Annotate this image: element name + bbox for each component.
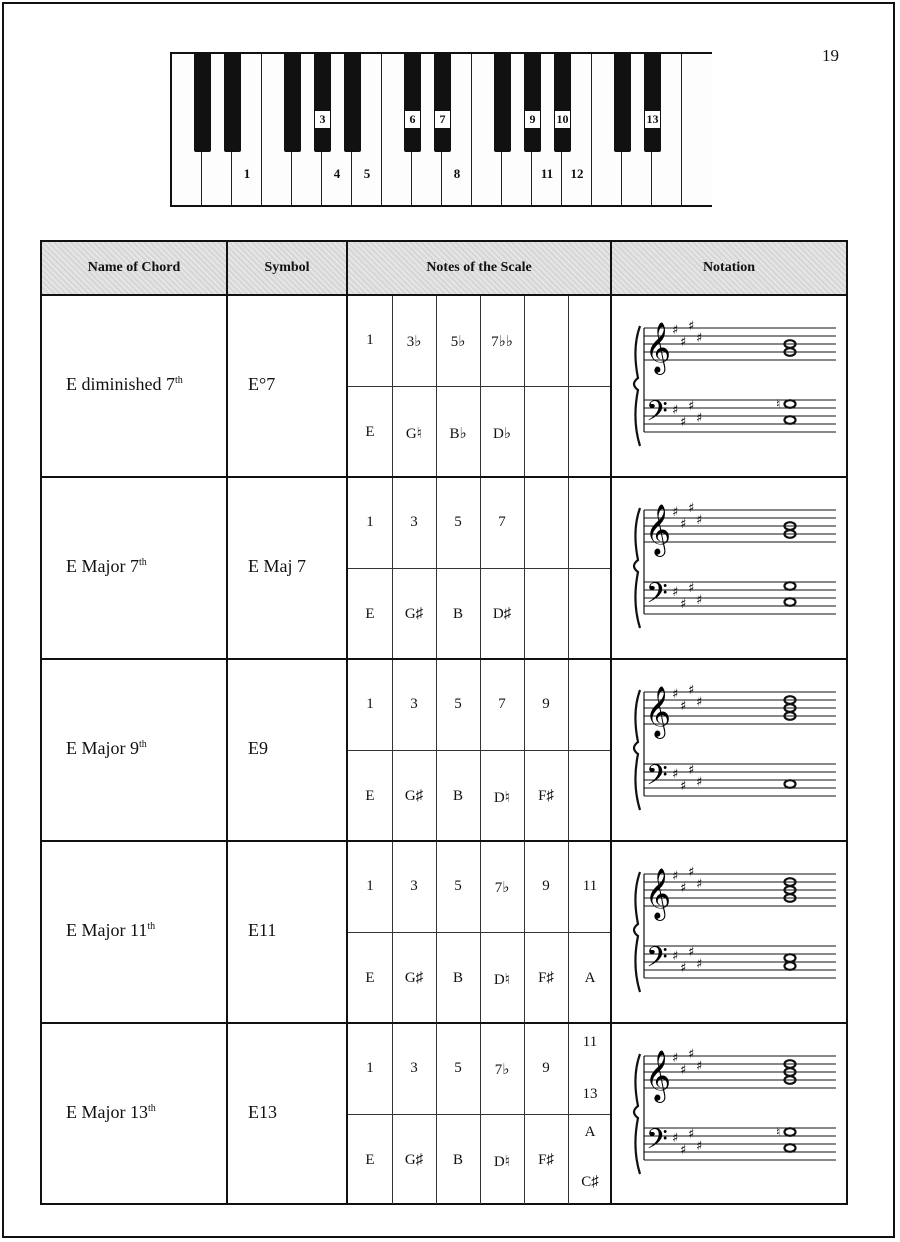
header-name-of-chord: Name of Chord	[87, 260, 181, 275]
scale-degree: 9	[542, 696, 550, 712]
bass-clef: 𝄢	[646, 577, 668, 617]
chord-symbol: E9	[248, 738, 268, 758]
scale-note: E	[365, 970, 375, 986]
chord-note	[785, 1128, 796, 1136]
scale-degree: 3♭	[406, 334, 422, 350]
chord-name-text: E Major 13	[66, 1102, 148, 1122]
key-signature-sharp: ♯	[688, 683, 695, 698]
key-signature-sharp: ♯	[688, 763, 695, 778]
scale-degree: 13	[582, 1086, 598, 1102]
scale-degree: 3	[410, 696, 418, 712]
scale-note: D♮	[493, 972, 511, 988]
scale-degree: 5♭	[450, 334, 466, 350]
scale-degree: 7♭	[494, 880, 510, 896]
white-key-label: 1	[243, 166, 251, 181]
note-row-divider	[348, 932, 610, 933]
key-signature-sharp: ♯	[696, 877, 703, 892]
chord-symbol: E11	[248, 920, 277, 940]
black-key-label: 6	[405, 111, 420, 128]
scale-degree: 5	[454, 514, 462, 530]
row-divider	[42, 1022, 846, 1024]
key-signature-sharp: ♯	[680, 517, 687, 532]
grand-staff-notation	[630, 490, 850, 650]
scale-note: G♯	[404, 788, 424, 804]
white-key-label: 5	[363, 166, 371, 181]
key-signature-sharp: ♯	[672, 687, 679, 702]
black-key	[284, 54, 301, 152]
chord-symbol: E°7	[248, 374, 276, 394]
scale-note: E	[365, 788, 375, 804]
column-divider	[610, 242, 612, 1203]
scale-note: A	[584, 970, 596, 986]
chord-name-text: E Major 11	[66, 920, 148, 940]
scale-degree: 11	[582, 878, 598, 894]
chord-name-suffix: th	[147, 1103, 156, 1114]
scale-note: E	[365, 424, 375, 440]
row-divider	[42, 840, 846, 842]
chord-note	[785, 780, 796, 788]
treble-clef: 𝄞	[645, 1050, 672, 1101]
key-signature-sharp: ♯	[680, 779, 687, 794]
scale-note: E	[365, 606, 375, 622]
grand-staff-notation	[630, 854, 850, 1014]
key-signature-sharp: ♯	[696, 411, 703, 426]
key-signature-sharp: ♯	[672, 585, 679, 600]
table-header	[42, 242, 846, 296]
scale-degree: 3	[410, 878, 418, 894]
bass-clef: 𝄢	[646, 759, 668, 799]
key-signature-sharp: ♯	[688, 319, 695, 334]
chord-name-text: E Major 7	[66, 556, 139, 576]
brace	[634, 872, 640, 992]
scale-degree: 7♭♭	[491, 334, 513, 350]
scale-degree: 5	[454, 696, 462, 712]
note-row-divider	[348, 386, 610, 387]
black-key	[554, 54, 571, 152]
header-symbol: Symbol	[264, 260, 310, 275]
scale-note: D♯	[492, 606, 512, 622]
key-signature-sharp: ♯	[672, 323, 679, 338]
key-signature-sharp: ♯	[696, 957, 703, 972]
brace	[634, 508, 640, 628]
scale-note: A	[584, 1124, 596, 1140]
black-key	[404, 54, 421, 152]
key-signature-sharp: ♯	[696, 593, 703, 608]
scale-degree: 3	[410, 1060, 418, 1076]
key-signature-sharp: ♯	[696, 1059, 703, 1074]
bass-clef: 𝄢	[646, 1123, 668, 1163]
scale-note: C♯	[581, 1174, 599, 1190]
scale-note: B	[452, 970, 463, 986]
chord-name-suffix: th	[138, 557, 147, 568]
grand-staff-notation	[630, 308, 850, 468]
scale-note: B	[452, 788, 463, 804]
scale-note: B♭	[449, 426, 467, 442]
scale-note: F♯	[538, 970, 554, 986]
scale-degree: 1	[366, 514, 374, 530]
scale-note: E	[365, 1152, 375, 1168]
note-row-divider	[348, 750, 610, 751]
chord-name	[66, 374, 183, 395]
key-signature-sharp: ♯	[680, 881, 687, 896]
key-signature-sharp: ♯	[696, 331, 703, 346]
chord-name-text: E Major 9	[66, 738, 139, 758]
key-signature-sharp: ♯	[696, 775, 703, 790]
chord-note	[785, 582, 796, 590]
key-signature-sharp: ♯	[672, 767, 679, 782]
white-key-label: 8	[453, 166, 461, 181]
chord-note	[785, 598, 796, 606]
black-key	[224, 54, 241, 152]
black-key-label: 13	[646, 112, 659, 126]
key-signature-sharp: ♯	[672, 1051, 679, 1066]
white-key	[682, 54, 712, 205]
scale-degree: 1	[366, 332, 374, 348]
black-key-label: 3	[315, 111, 330, 128]
scale-note: B	[452, 606, 463, 622]
chord-name-text: E diminished 7	[66, 374, 175, 394]
key-signature-sharp: ♯	[680, 415, 687, 430]
scale-degree: 9	[542, 878, 550, 894]
accidental: ♮	[776, 1125, 781, 1139]
chord-name	[66, 1102, 156, 1123]
treble-clef: 𝄞	[645, 504, 672, 555]
black-key	[524, 54, 541, 152]
chord-note	[785, 962, 796, 970]
scale-degree: 1	[366, 878, 374, 894]
black-key	[494, 54, 511, 152]
black-key-label: 7	[435, 111, 450, 128]
chord-symbol: E13	[248, 1102, 277, 1122]
grand-staff-notation	[630, 1036, 850, 1196]
key-signature-sharp: ♯	[688, 865, 695, 880]
black-key-label: 10	[556, 112, 569, 126]
key-signature-sharp: ♯	[680, 961, 687, 976]
chord-note	[785, 416, 796, 424]
scale-degree: 3	[410, 514, 418, 530]
header-notation: Notation	[702, 260, 756, 275]
header-notes-of-scale: Notes of the Scale	[426, 260, 532, 275]
scale-note: F♯	[538, 788, 554, 804]
scale-note: D♮	[493, 790, 511, 806]
black-key	[314, 54, 331, 152]
chord-note	[785, 400, 796, 408]
scale-degree: 1	[366, 696, 374, 712]
key-signature-sharp: ♯	[680, 335, 687, 350]
black-key	[644, 54, 661, 152]
key-signature-sharp: ♯	[680, 597, 687, 612]
chord-note	[785, 954, 796, 962]
column-divider	[226, 242, 228, 1203]
black-key	[434, 54, 451, 152]
brace	[634, 1054, 640, 1174]
white-key-label: 4	[333, 166, 341, 181]
scale-degree: 5	[454, 878, 462, 894]
treble-clef: 𝄞	[645, 686, 672, 737]
note-row-divider	[348, 568, 610, 569]
key-signature-sharp: ♯	[672, 1131, 679, 1146]
brace	[634, 690, 640, 810]
white-key-label: 11	[540, 166, 554, 181]
chord-name	[66, 556, 147, 577]
key-signature-sharp: ♯	[696, 695, 703, 710]
page-number: 19	[822, 46, 839, 65]
scale-degree: 5	[454, 1060, 462, 1076]
row-divider	[42, 658, 846, 660]
chord-name-suffix: th	[138, 739, 147, 750]
key-signature-sharp: ♯	[672, 869, 679, 884]
black-key	[344, 54, 361, 152]
bass-clef: 𝄢	[646, 941, 668, 981]
key-signature-sharp: ♯	[680, 699, 687, 714]
key-signature-sharp: ♯	[696, 513, 703, 528]
scale-degree: 11	[582, 1034, 598, 1050]
key-signature-sharp: ♯	[688, 501, 695, 516]
chord-name-suffix: th	[175, 375, 183, 386]
chord-name	[66, 738, 147, 759]
black-key-label: 9	[525, 111, 540, 128]
treble-clef: 𝄞	[645, 868, 672, 919]
treble-clef: 𝄞	[645, 322, 672, 373]
key-signature-sharp: ♯	[688, 399, 695, 414]
key-signature-sharp: ♯	[696, 1139, 703, 1154]
black-key	[194, 54, 211, 152]
scale-note: D♭	[493, 426, 511, 442]
scale-degree: 9	[542, 1060, 550, 1076]
chord-symbol: E Maj 7	[248, 556, 306, 576]
key-signature-sharp: ♯	[680, 1063, 687, 1078]
key-signature-sharp: ♯	[688, 945, 695, 960]
scale-note: G♯	[404, 970, 424, 986]
note-row-divider	[348, 1114, 610, 1115]
grand-staff-notation	[630, 672, 850, 832]
brace	[634, 326, 640, 446]
piano-keyboard	[170, 52, 712, 207]
bass-clef: 𝄢	[646, 395, 668, 435]
key-signature-sharp: ♯	[672, 403, 679, 418]
scale-degree: 7	[498, 514, 506, 530]
chord-note	[785, 1144, 796, 1152]
white-key-label: 12	[570, 166, 584, 181]
scale-note: G♯	[404, 606, 424, 622]
scale-note: B	[452, 1152, 463, 1168]
chord-name	[66, 920, 155, 941]
scale-note: D♮	[493, 1154, 511, 1170]
scale-degree: 7	[498, 696, 506, 712]
scale-note: F♯	[538, 1152, 554, 1168]
key-signature-sharp: ♯	[680, 1143, 687, 1158]
scale-degree: 1	[366, 1060, 374, 1076]
accidental: ♮	[776, 397, 781, 411]
scale-note: G♮	[405, 426, 423, 442]
row-divider	[42, 476, 846, 478]
key-signature-sharp: ♯	[688, 1047, 695, 1062]
key-signature-sharp: ♯	[688, 1127, 695, 1142]
chord-table	[40, 240, 848, 1205]
black-key	[614, 54, 631, 152]
key-signature-sharp: ♯	[672, 949, 679, 964]
scale-note: G♯	[404, 1152, 424, 1168]
key-signature-sharp: ♯	[672, 505, 679, 520]
scale-degree: 7♭	[494, 1062, 510, 1078]
key-signature-sharp: ♯	[688, 581, 695, 596]
chord-name-suffix: th	[147, 921, 156, 932]
